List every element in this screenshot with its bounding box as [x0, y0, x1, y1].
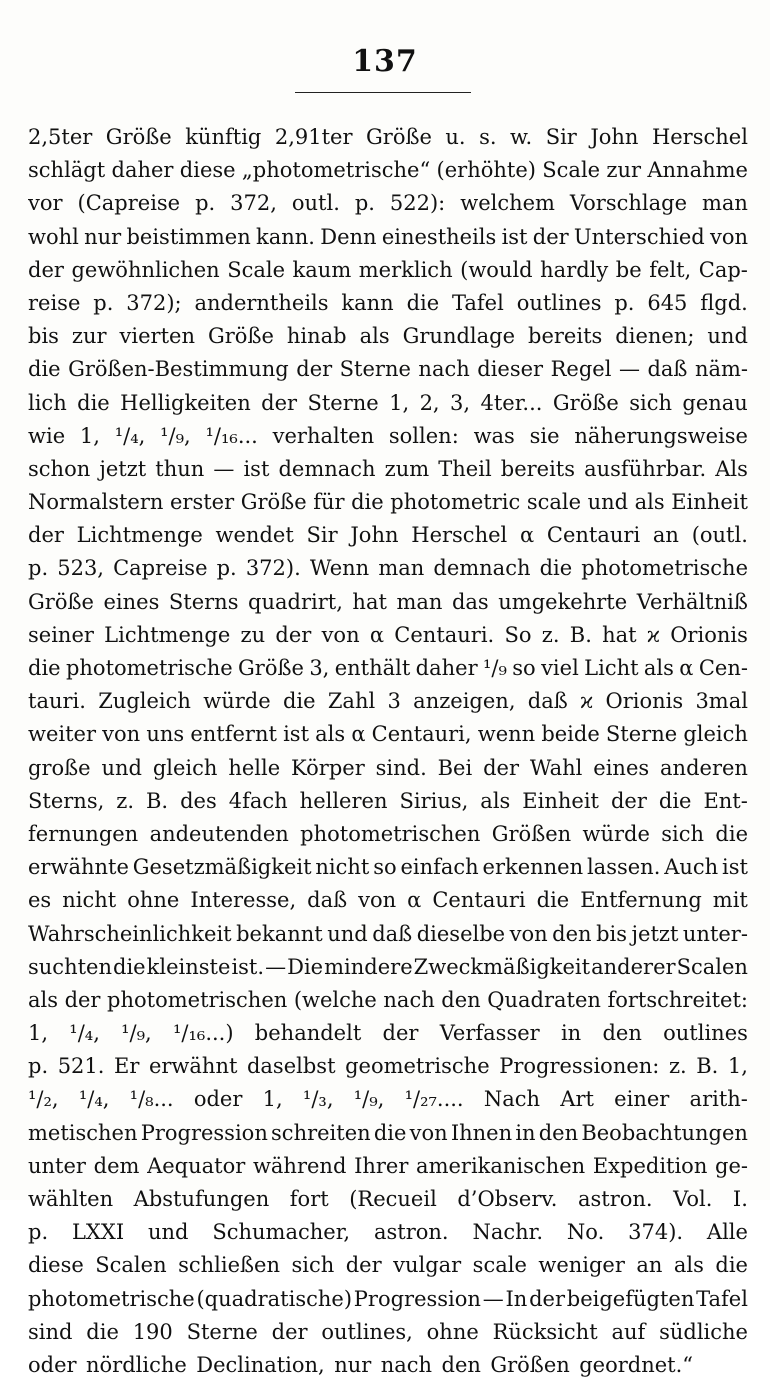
text-line: wohl nur beistimmen kann. Denn einestheils ist der Unterschied von [28, 224, 748, 249]
text-line: sind die 190 Sterne der outlines, ohne Rücksicht auf südliche [28, 1319, 748, 1344]
text-line: p. LXXI und Schumacher, astron. Nachr. No. 374). Alle [28, 1220, 748, 1245]
text-line: ¹/₂, ¹/₄, ¹/₈... oder 1, ¹/₃, ¹/₉, ¹/₂₇.... Nach Art einer arith- [28, 1087, 748, 1112]
text-line: Sterns, z. B. des 4fach helleren Sirius, als Einheit der die Ent- [28, 788, 748, 813]
text-line: schlägt daher diese „photometrische“ (erhöhte) Scale zur Annahme [28, 158, 748, 183]
text-line: die Größen-Bestimmung der Sterne nach dieser Regel — daß näm- [28, 357, 748, 382]
text-line: p. 521. Er erwähnt daselbst geometrische Progressionen: z. B. 1, [28, 1054, 748, 1079]
header-rule [295, 92, 471, 93]
text-line: erwähnte Gesetzmäßigkeit nicht so einfach erkennen lassen. Auch ist [28, 855, 748, 880]
text-line: weiter von uns entfernt ist als α Centauri, wenn beide Sterne gleich [28, 722, 748, 747]
text-line: metischen Progression schreiten die von Ihnen in den Beobachtungen [28, 1120, 748, 1145]
text-line: Größe eines Sterns quadrirt, hat man das umgekehrte Verhältniß [28, 589, 748, 614]
text-line: wählten Abstufungen fort (Recueil d’Observ. astron. Vol. I. [28, 1187, 748, 1211]
text-line: Wahrscheinlichkeit bekannt und daß dieselbe von den bis jetzt unter- [28, 921, 748, 946]
text-line: Normalstern erster Größe für die photometric scale und als Einheit [28, 490, 748, 515]
text-line: photometrische (quadratische) Progression — In der beigefügten Tafel [28, 1286, 748, 1311]
text-line: wie 1, ¹/₄, ¹/₉, ¹/₁₆... verhalten sollen: was sie näherungsweise [28, 423, 748, 448]
text-line: bis zur vierten Größe hinab als Grundlage bereits dienen; und [28, 324, 748, 349]
text-line: große und gleich helle Körper sind. Bei der Wahl eines anderen [28, 755, 748, 780]
text-line: oder nördliche Declination, nur nach den Größen geordnet.“ [28, 1352, 694, 1377]
text-line: vor (Capreise p. 372, outl. p. 522): welchem Vorschlage man [28, 191, 748, 216]
text-line: schon jetzt thun — ist demnach zum Theil bereits ausführbar. Als [28, 456, 748, 481]
text-line: der gewöhnlichen Scale kaum merklich (would hardly be felt, Cap- [28, 257, 748, 282]
text-line: tauri. Zugleich würde die Zahl 3 anzeigen, daß ϰ Orionis 3mal [28, 689, 748, 714]
text-line: die photometrische Größe 3, enthält daher ¹/₉ so viel Licht als α Cen- [28, 656, 748, 680]
body-text [28, 121, 748, 1382]
text-line: reise p. 372); anderntheils kann die Tafel outlines p. 645 flgd. [28, 290, 748, 315]
text-line: es nicht ohne Interesse, daß von α Centauri die Entfernung mit [28, 888, 748, 913]
text-line: suchten die kleinste ist. — Die mindere Zweckmäßigkeit anderer Scalen [28, 954, 748, 979]
page-number: 137 [352, 44, 418, 79]
text-line: 2,5ter Größe künftig 2,91ter Größe u. s. w. Sir John Herschel [28, 125, 748, 149]
text-line: fernungen andeutenden photometrischen Größen würde sich die [28, 821, 748, 846]
text-line: unter dem Aequator während Ihrer amerikanischen Expedition ge- [28, 1153, 748, 1178]
text-line: lich die Helligkeiten der Sterne 1, 2, 3, 4ter... Größe sich genau [28, 390, 748, 415]
text-line: p. 523, Capreise p. 372). Wenn man demnach die photometrische [28, 556, 748, 581]
text-line: 1, ¹/₄, ¹/₉, ¹/₁₆...) behandelt der Verfasser in den outlines [28, 1021, 748, 1046]
text-line: seiner Lichtmenge zu der von α Centauri. So z. B. hat ϰ Orionis [28, 622, 748, 647]
text-line: diese Scalen schließen sich der vulgar scale weniger an als die [28, 1253, 748, 1278]
text-line: der Lichtmenge wendet Sir John Herschel α Centauri an (outl. [28, 523, 748, 548]
text-line: als der photometrischen (welche nach den Quadraten fortschreitet: [28, 987, 748, 1012]
